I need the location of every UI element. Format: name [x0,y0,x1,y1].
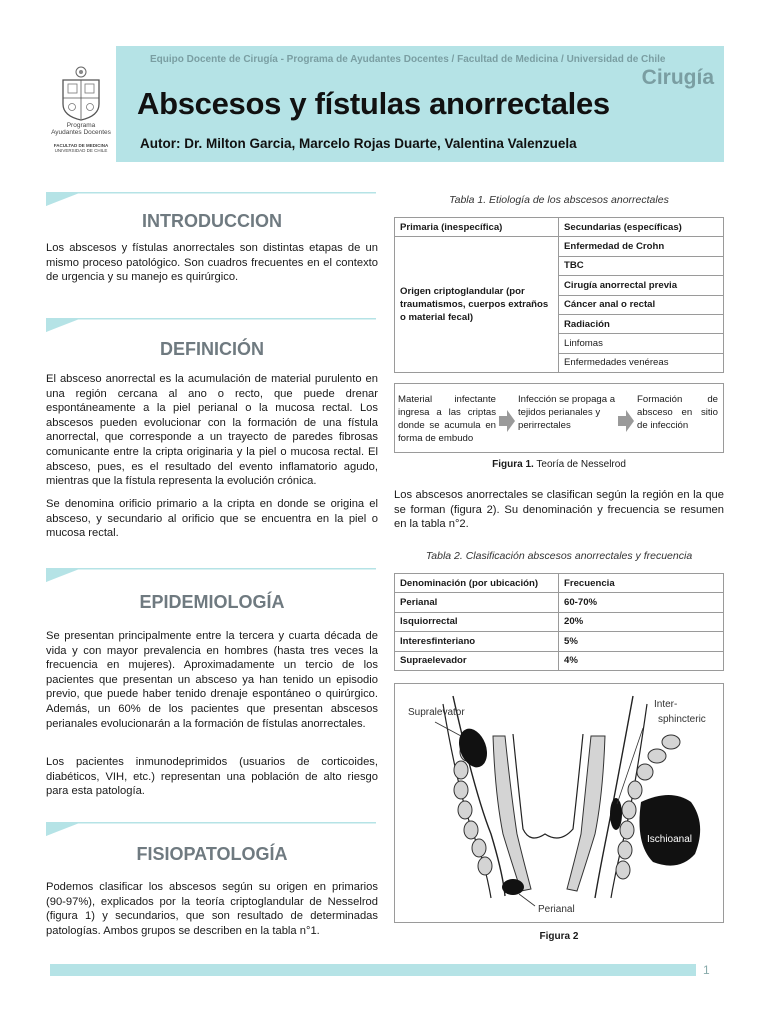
table-row [395,218,724,237]
figura2-caption: Figura 2 [539,931,579,942]
flow-step-1: Material infectante ingresa a las criptas donde se acumula en forma de embudo [398,394,496,444]
table-row [395,593,724,612]
tabla1-caption: Tabla 1. Etiología de los abscesos anorrectales [449,194,669,206]
authors: Autor: Dr. Milton Garcia, Marcelo Rojas Duarte, Valentina Valenzuela [140,136,577,151]
section-bar-fisiopatologia [46,822,376,836]
tabla1-cell: TBC [559,256,724,275]
flow-step-2: Infección se propaga a tejidos perianales y perirrectales [518,394,616,431]
label-ischioanal: Ischioanal [647,834,693,845]
tabla2-cell: 60-70% [559,593,724,612]
section-label: Cirugía [641,66,714,89]
tabla1-primary-cell: Origen criptoglandular (por traumatismos, cuerpos extraños o material fecal) [395,237,559,373]
tabla1-cell: Cirugía anorrectal previa [559,276,724,295]
tabla1-cell: Enfermedad de Crohn [559,237,724,256]
tabla1 [394,217,724,373]
ischioanal-abscess [640,795,701,866]
figura1-caption [394,459,724,470]
text-epidemiologia-2: Los pacientes inmunodeprimidos (usuarios de corticoides, diabéticos, VIH, etc.) representan una población de alto riesgo para esta patología. [46,756,378,798]
flow-step-3: Formación de absceso en sitio de infección [637,394,718,431]
text-definicion-2: Se denomina orificio primario a la cripta en donde se origina el absceso, y secundario al orificio que se encuentra en la piel o mucosa rectal. [46,498,378,540]
text-fisiopatologia: Podemos clasificar los abscesos según su origen en primarios (90-97%), explicados por la teoría criptoglandular de Nesselrod (figura 1) y secundarios, que son resultado de determinadas patologías. Ambos grupos se describen en la tabla n°1. [46,881,378,937]
page-number: 1 [703,963,710,977]
tabla1-cell: Linfomas [559,334,724,353]
label-perianal: Perianal [538,904,575,915]
text-epidemiologia: Se presentan principalmente entre la tercera y cuarta década de vida y con mayor prevalencia en hombres (hasta tres veces la frecuencia en mujeres). Aproximadamente un tercio de los pacientes que presentan un absceso ya han tenido un episodio previo, que puede haber tenido drenaje espontáneo o quirúrgico. Además, un 60% de los pacientes que presentan abscesos perianales evolucionarán a la formación de fístulas anorrectales. [46,630,378,730]
table-row [395,612,724,631]
section-bar-epidemiologia [46,568,376,582]
tabla1-header-primaria: Primaria (inespecífica) [395,218,559,237]
intersphincteric-abscess [610,798,622,830]
arrow-right-icon [618,410,634,432]
footer-bar [50,964,696,976]
label-intersphincteric-1: Inter- [654,699,678,710]
tabla2-cell: 20% [559,612,724,631]
tabla1-cell: Enfermedades venéreas [559,353,724,372]
tabla2-cell: 5% [559,632,724,651]
logo-program-text: Programa Ayudantes Docentes [51,122,111,137]
tabla2-header-denominacion: Denominación (por ubicación) [395,574,559,593]
table-row [395,651,724,670]
tabla1-cell: Cáncer anal o rectal [559,295,724,314]
figura1-caption-label: Figura 1. [492,459,534,470]
tabla2-caption: Tabla 2. Clasificación abscesos anorrectales y frecuencia [425,550,693,562]
tabla1-header-secundarias: Secundarias (específicas) [559,218,724,237]
tabla2 [394,573,724,671]
tabla2-cell: Isquiorrectal [395,612,559,631]
section-bar-introduccion [46,192,376,206]
org-line: Equipo Docente de Cirugía - Programa de Ayudantes Docentes / Facultad de Medicina / Universidad de Chile [150,54,666,65]
table-row [395,574,724,593]
label-supralevator: Supralevator [408,707,465,718]
section-bar-definicion [46,318,376,332]
text-definicion: El absceso anorrectal es la acumulación de material purulento en una región cercana al ano o recto, que puede drenar espontáneamente a la piel perianal o la mucosa rectal. Los abscesos pueden evolucionar con la formación de una fístula anorrectal, que corresponde a un trayecto de paredes fibrosas comunicante entre la cripta originaria y la piel o mucosa rectal. El absceso, pues, es el resultado del evento inflamatorio agudo, mientras que la fístula representa la evolución crónica. [46,373,378,488]
figura1-caption-text: Teoría de Nesselrod [533,459,626,470]
tabla2-cell: Interesfinteriano [395,632,559,651]
tabla2-cell: Supraelevador [395,651,559,670]
heading-definicion: DEFINICIÓN [159,339,264,359]
text-introduccion: Los abscesos y fístulas anorrectales son distintas etapas de un mismo proceso patológico. Son cuadros frecuentes en el contexto de urgencia y su manejo es quirúrgico. [46,242,378,284]
heading-fisiopatologia: FISIOPATOLOGÍA [136,844,288,864]
tabla2-header-frecuencia: Frecuencia [559,574,724,593]
label-intersphincteric-2: sphincteric [658,714,706,725]
tabla2-cell: Perianal [395,593,559,612]
text-clasificacion: Los abscesos anorrectales se clasifican según la región en la que se forman (figura 2). Su denominación y frecuencia se resumen en la tabla n°2. [394,489,724,531]
table-row [395,632,724,651]
page-title: Abscesos y fístulas anorrectales [137,86,610,121]
table-row [395,237,724,256]
tabla2-cell: 4% [559,651,724,670]
heading-introduccion: INTRODUCCION [142,211,282,231]
tabla1-cell: Radiación [559,314,724,333]
logo-faculty-text: FACULTAD DE MEDICINA UNIVERSIDAD DE CHILE [53,143,109,154]
arrow-right-icon [499,410,515,432]
perianal-abscess [502,879,524,895]
heading-epidemiologia: EPIDEMIOLOGÍA [139,592,285,612]
